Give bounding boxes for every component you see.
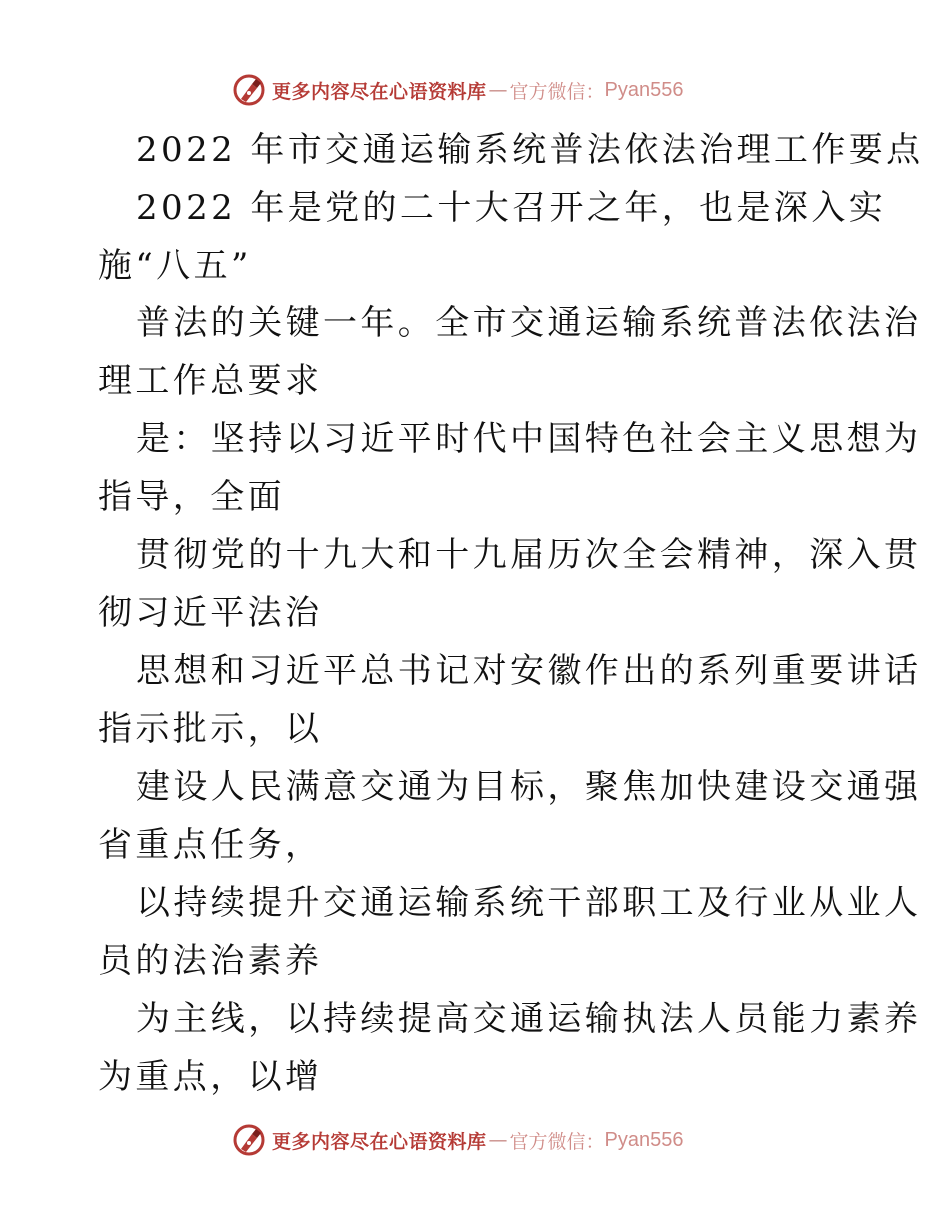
text-line: 理工作总要求 (98, 361, 323, 401)
text-line: 以持续提升交通运输系统干部职工及行业从业人 (136, 883, 922, 923)
text-line: 思想和习近平总书记对安徽作出的系列重要讲话 (136, 651, 922, 691)
text-line: 指示批示，以 (98, 709, 323, 749)
banner-separator: — (488, 79, 508, 101)
pen-nib-logo-icon (232, 73, 266, 107)
pen-nib-logo-icon (232, 1123, 266, 1157)
text-line: 员的法治素养 (98, 941, 323, 981)
banner-separator: — (488, 1129, 508, 1151)
text-line: 为主线，以持续提高交通运输执法人员能力素养 (136, 999, 922, 1039)
wechat-id: Pyan556 (604, 78, 684, 101)
brand-text: 更多内容尽在心语资料库 (272, 1130, 487, 1153)
document-title: 2022 年市交通运输系统普法依法治理工作要点 (136, 130, 924, 170)
text-line: 指导，全面 (98, 477, 285, 517)
text-line: 普法的关键一年。全市交通运输系统普法依法治 (136, 303, 922, 343)
text-line: 施“八五” (98, 246, 252, 286)
header-banner (232, 72, 684, 108)
text-line: 贯彻党的十九大和十九届历次全会精神，深入贯 (136, 535, 922, 575)
wechat-label: 官方微信： (509, 1130, 605, 1153)
footer-banner (232, 1122, 684, 1158)
text-line: 彻习近平法治 (98, 593, 323, 633)
text-line: 是：坚持以习近平时代中国特色社会主义思想为 (136, 419, 922, 459)
wechat-id: Pyan556 (604, 1128, 684, 1151)
text-line: 省重点任务， (98, 825, 323, 865)
wechat-label: 官方微信： (509, 80, 605, 103)
brand-text: 更多内容尽在心语资料库 (272, 80, 487, 103)
text-line: 为重点，以增 (98, 1057, 323, 1097)
text-line: 建设人民满意交通为目标，聚焦加快建设交通强 (136, 767, 922, 807)
text-line: 2022 年是党的二十大召开之年，也是深入实 (136, 188, 887, 228)
